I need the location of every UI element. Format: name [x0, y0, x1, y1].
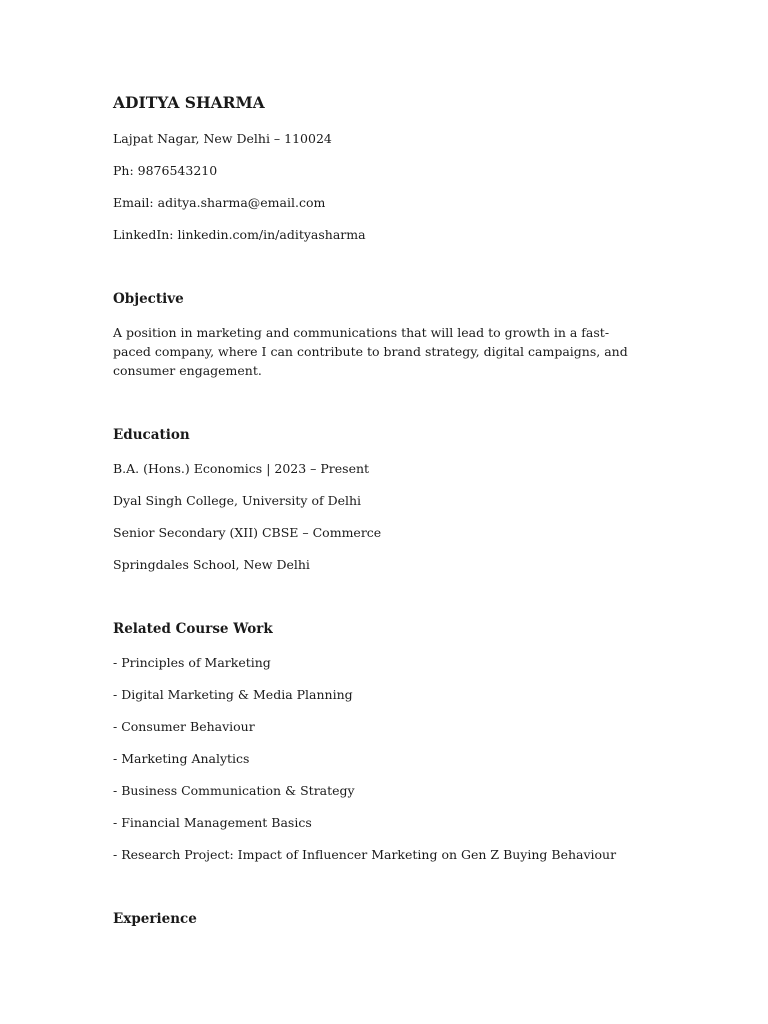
experience-heading: Experience — [113, 911, 197, 927]
education-heading: Education — [113, 427, 190, 443]
coursework-item: - Consumer Behaviour — [113, 719, 255, 734]
education-line-degree: B.A. (Hons.) Economics | 2023 – Present — [113, 461, 370, 476]
coursework-heading: Related Course Work — [113, 621, 273, 637]
address-line: Lajpat Nagar, New Delhi – 110024 — [113, 131, 332, 146]
email-line: Email: aditya.sharma@email.com — [113, 195, 326, 210]
coursework-item: - Financial Management Basics — [113, 815, 312, 830]
linkedin-line: LinkedIn: linkedin.com/in/adityasharma — [113, 227, 366, 242]
objective-text: A position in marketing and communications that will lead to growth in a fast-paced company, where I can contribute to brand strategy, digital campaigns, and consumer engagement. — [113, 325, 628, 378]
coursework-item: - Principles of Marketing — [113, 655, 271, 670]
objective-heading: Objective — [113, 291, 184, 307]
coursework-item: - Digital Marketing & Media Planning — [113, 687, 353, 702]
phone-line: Ph: 9876543210 — [113, 163, 218, 178]
coursework-item: - Business Communication & Strategy — [113, 783, 355, 798]
candidate-name: ADITYA SHARMA — [113, 93, 265, 112]
education-line-college: Dyal Singh College, University of Delhi — [113, 493, 362, 508]
education-line-school: Springdales School, New Delhi — [113, 557, 310, 572]
coursework-item: - Research Project: Impact of Influencer Marketing on Gen Z Buying Behaviour — [113, 847, 617, 862]
coursework-item: - Marketing Analytics — [113, 751, 250, 766]
education-line-secondary: Senior Secondary (XII) CBSE – Commerce — [113, 525, 382, 540]
